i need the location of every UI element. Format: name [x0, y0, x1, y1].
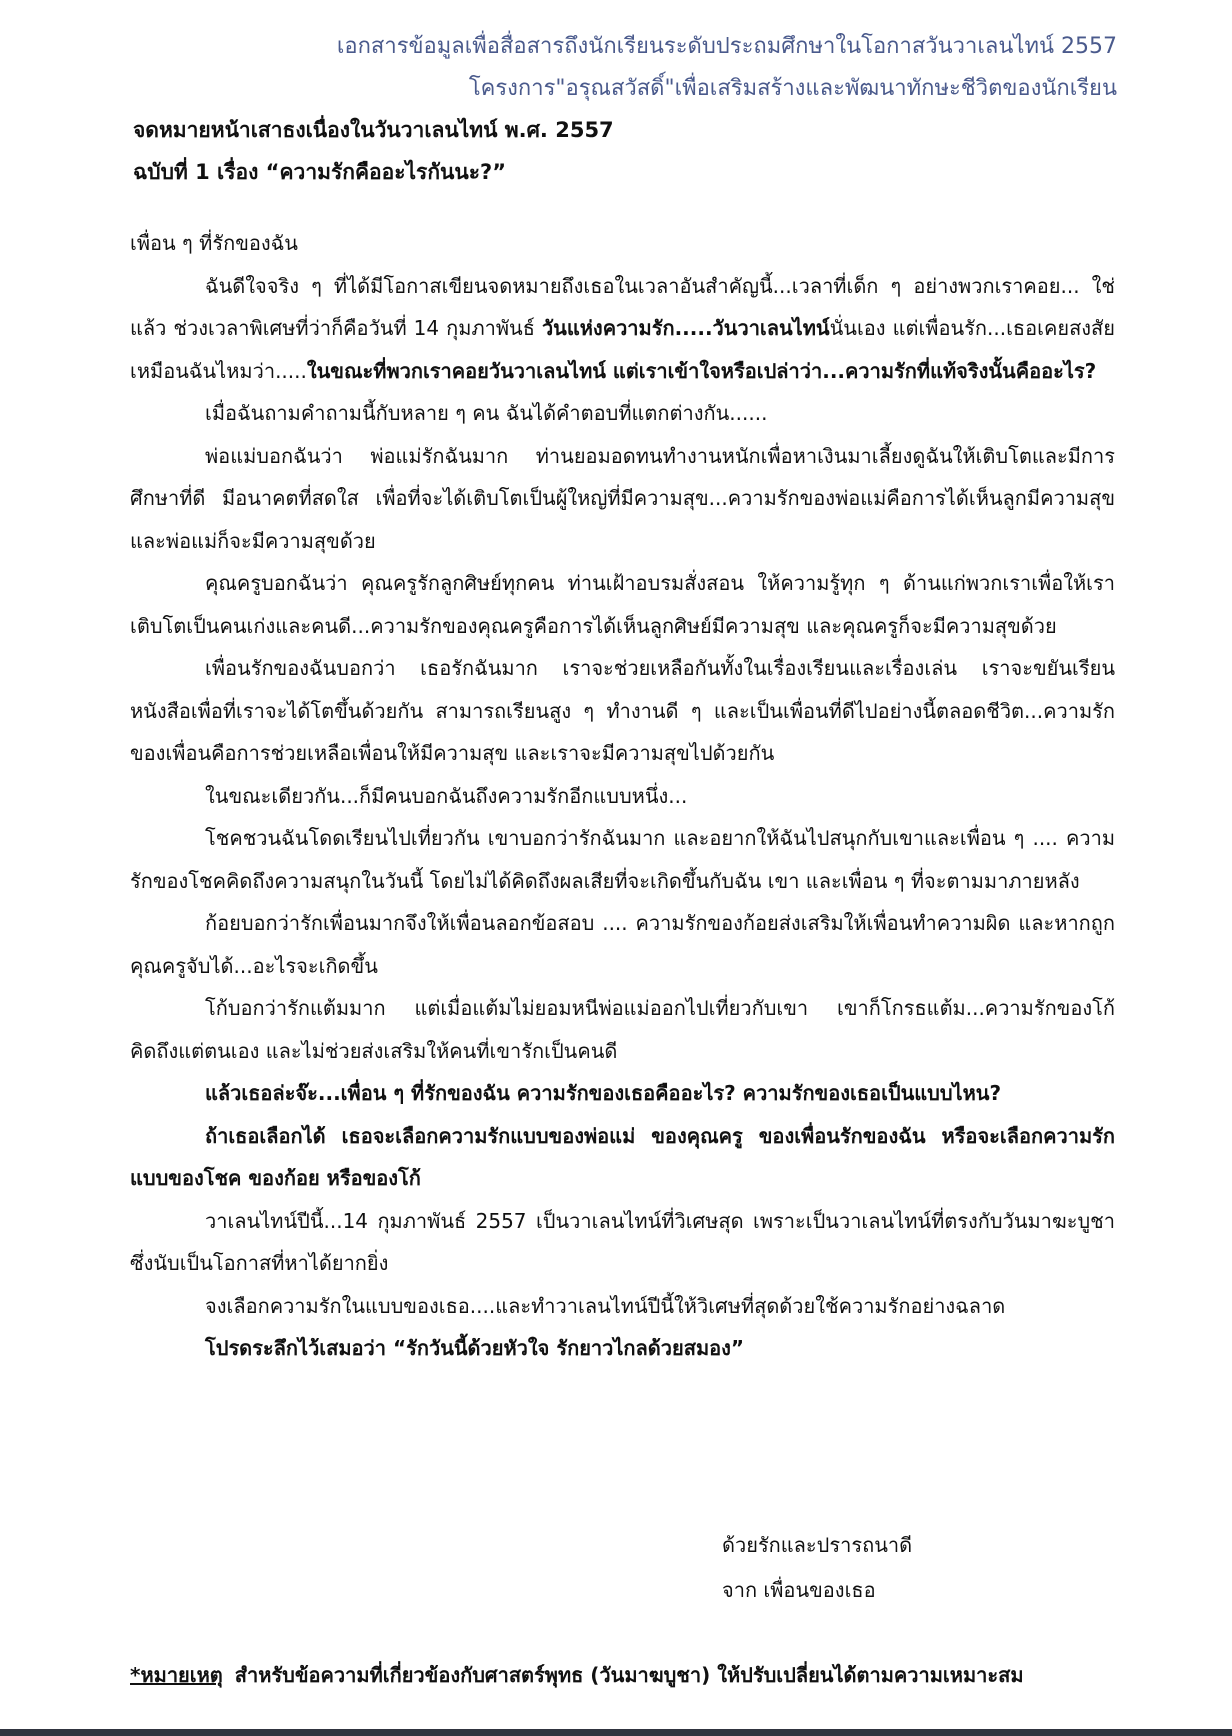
letter-title: จดหมายหน้าเสาธงเนื่องในวันวาเลนไทน์ พ.ศ. 2557 — [133, 118, 614, 142]
signature-from: จาก เพื่อนของเธอ — [722, 1578, 876, 1602]
salutation: เพื่อน ๆ ที่รักของฉัน — [130, 231, 298, 255]
paragraph-parents: พ่อแม่บอกฉันว่า พ่อแม่รักฉันมาก ท่านยอมอดทนทำงานหนักเพื่อหาเงินมาเลี้ยงดูฉันให้เติบโตและมีการศึกษาที่ดี มีอนาคตที่สดใส เพื่อที่จะได้เติบโตเป็นผู้ใหญ่ที่มีความสุข...ความรักของพ่อแม่คือการได้เห็นลูกมีความสุข และพ่อแม่ก็จะมีความสุขด้วย — [130, 443, 1115, 553]
letter-body — [130, 222, 1115, 1370]
paragraph-friend: เพื่อนรักของฉันบอกว่า เธอรักฉันมาก เราจะช่วยเหลือกันทั้งในเรื่องเรียนและเรื่องเล่น เราจะขยันเรียนหนังสือเพื่อที่เราจะได้โตขึ้นด้วยกัน สามารถเรียนสูง ๆ ทำงานดี ๆ และเป็นเพื่อนที่ดีไปอย่างนี้ตลอดชีวิต...ความรักของเพื่อนคือการช่วยเหลือเพื่อนให้มีความสุข และเราจะมีความสุขไปด้วยกัน — [130, 656, 1115, 765]
scan-bottom-edge — [0, 1729, 1232, 1736]
footnote — [130, 1665, 1024, 1685]
intro-text-a: ฉันดีใจจริง ๆ ที่ได้มีโอกาสเขียนจดหมายถึงเธอในเวลาอันสำคัญนี้...เวลาที่เด็ก ๆ อย่างพวกเราคอย... ใช่แล้ว ช่วงเวลาพิเศษที่ว่าก็คือวันที่ 14 กุมภาพันธ์ — [130, 273, 1115, 340]
paragraph-koi: ก้อยบอกว่ารักเพื่อนมากจึงให้เพื่อนลอกข้อสอบ .... ความรักของก้อยส่งเสริมให้เพื่อนทำความผิด และหากถูกคุณครูจับได้...อะไรจะเกิดขึ้น — [130, 911, 1115, 978]
intro-text-c: นั่นเอง แต่เพื่อนรัก...เธอเคยสงสัยเหมือนฉันไหมว่า..... — [130, 316, 1115, 383]
document-header-line1: เอกสารข้อมูลเพื่อสื่อสารถึงนักเรียนระดับประถมศึกษาในโอกาสวันวาเลนไทน์ 2557 — [336, 34, 1117, 59]
paragraph-choose-love: จงเลือกความรักในแบบของเธอ....และทำวาเลนไทน์ปีนี้ให้วิเศษที่สุดด้วยใช้ความรักอย่างฉลาด — [205, 1293, 1006, 1318]
paragraph-question: เมื่อฉันถามคำถามนี้กับหลาย ๆ คน ฉันได้คำตอบที่แตกต่างกัน...... — [205, 401, 768, 425]
paragraph-ko: โก้บอกว่ารักแต้มมาก แต่เมื่อแต้มไม่ยอมหนีพ่อแม่ออกไปเที่ยวกับเขา เขาก็โกรธแต้ม...ความรักของโก้คิดถึงแต่ตนเอง และไม่ช่วยส่งเสริมให้คนที่เขารักเป็นคนดี — [130, 996, 1115, 1063]
choice-text: ถ้าเธอเลือกได้ เธอจะเลือกความรักแบบของพ่อแม่ ของคุณครู ของเพื่อนรักของฉัน หรือจะเลือกความรักแบบของโชค ของก้อย หรือของโก้ — [130, 1123, 1115, 1190]
paragraph-other-love: ในขณะเดียวกัน...ก็มีคนบอกฉันถึงความรักอีกแบบหนึ่ง... — [205, 783, 688, 808]
intro-text-d: ในขณะที่พวกเราคอยวันวาเลนไทน์ แต่เราเข้าใจหรือเปล่าว่า...ความรักที่แท้จริงนั้นคืออะไร? — [306, 358, 1097, 383]
paragraph-your-love — [130, 1072, 1115, 1115]
letter-subtitle: ฉบับที่ 1 เรื่อง “ความรักคืออะไรกันนะ?” — [133, 160, 507, 184]
document-header-line2: โครงการ"อรุณสวัสดิ์"เพื่อเสริมสร้างและพัฒนาทักษะชีวิตของนักเรียน — [468, 76, 1117, 101]
paragraph-chok: โชคชวนฉันโดดเรียนไปเที่ยวกัน เขาบอกว่ารักฉันมาก และอยากให้ฉันไปสนุกกับเขาและเพื่อน ๆ .... ความรักของโชคคิดถึงความสนุกในวันนี้ โดยไม่ได้คิดถึงผลเสียที่จะเกิดขึ้นกับฉัน เขา และเพื่อน ๆ ที่จะตามมาภายหลัง — [130, 826, 1115, 893]
intro-text-b: วันแห่งความรัก.....วันวาเลนไทน์ — [541, 316, 830, 340]
paragraph-remember — [130, 1327, 1115, 1370]
your-love-text: แล้วเธอล่ะจ๊ะ...เพื่อน ๆ ที่รักของฉัน ความรักของเธอคืออะไร? ความรักของเธอเป็นแบบไหน? — [205, 1081, 1002, 1105]
paragraph-intro — [130, 265, 1115, 393]
remember-text: โปรดระลึกไว้เสมอว่า “รักวันนี้ด้วยหัวใจ รักยาวไกลด้วยสมอง” — [205, 1336, 745, 1360]
paragraph-choice — [130, 1115, 1115, 1200]
paragraph-teacher: คุณครูบอกฉันว่า คุณครูรักลูกศิษย์ทุกคน ท่านเฝ้าอบรมสั่งสอน ให้ความรู้ทุก ๆ ด้านแก่พวกเราเพื่อให้เราเติบโตเป็นคนเก่งและคนดี...ความรักของคุณครูคือการได้เห็นลูกศิษย์มีความสุข และคุณครูก็จะมีความสุขด้วย — [130, 571, 1115, 638]
footnote-text: สำหรับข้อความที่เกี่ยวข้องกับศาสตร์พุทธ (วันมาฆบูชา) ให้ปรับเปลี่ยนได้ตามความเหมาะสม — [234, 1663, 1024, 1687]
footnote-label: *หมายเหตุ — [130, 1663, 223, 1687]
paragraph-valentine-2557: วาเลนไทน์ปีนี้...14 กุมภาพันธ์ 2557 เป็นวาเลนไทน์ที่วิเศษสุด เพราะเป็นวาเลนไทน์ที่ตรงกับวันมาฆะบูชา ซึ่งนับเป็นโอกาสที่หาได้ยากยิ่ง — [130, 1208, 1115, 1275]
signature-closing: ด้วยรักและปรารถนาดี — [722, 1533, 913, 1557]
